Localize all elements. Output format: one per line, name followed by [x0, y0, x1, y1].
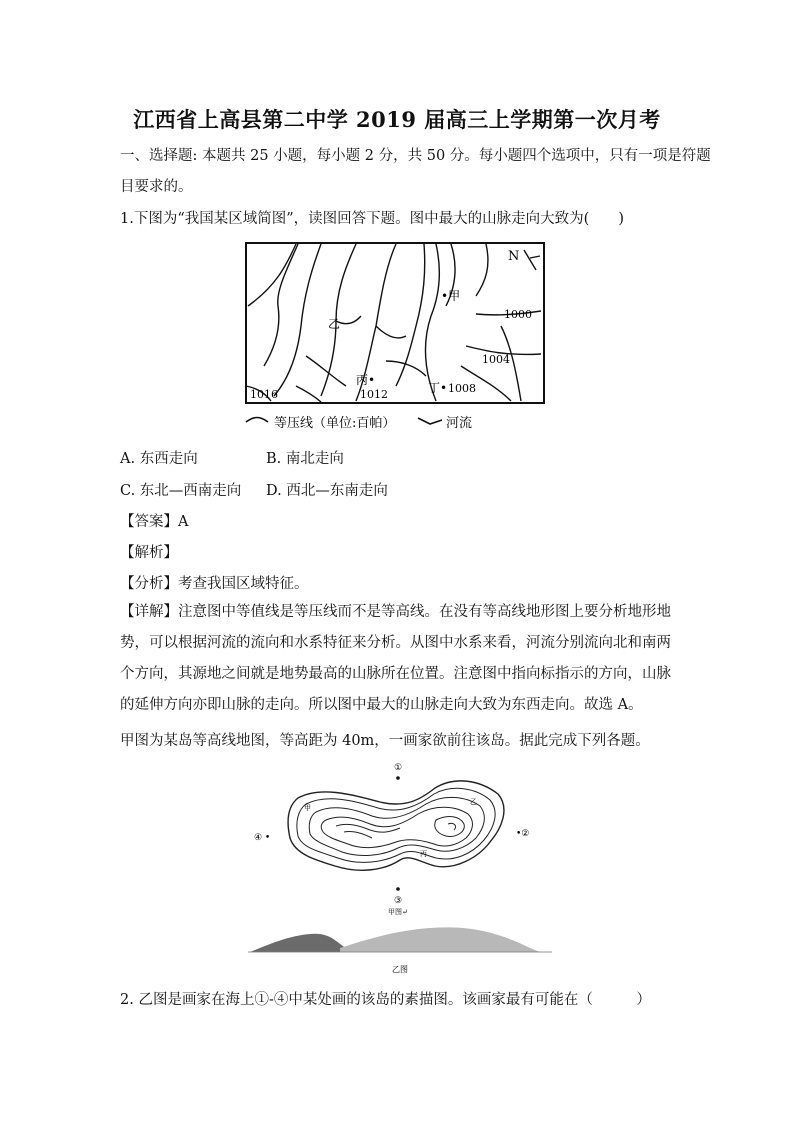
- legend-isobar-icon: [246, 418, 268, 423]
- isobar-label-1016: 1016: [250, 388, 278, 401]
- analysis-fenxi: 【分析】考查我国区域特征。: [120, 576, 309, 592]
- region-map-figure: [236, 236, 556, 436]
- caption-jia-figure: 甲图↵: [388, 908, 408, 916]
- island-label-jia: 甲: [304, 804, 311, 812]
- analysis-title: 【解析】: [120, 545, 178, 561]
- question1-stem: 1.下图为“我国某区域简图”，读图回答下题。图中最大的山脉走向大致为( ): [120, 211, 624, 227]
- island-label-bing: 丙: [420, 850, 427, 858]
- map-label-bing: 丙•: [356, 373, 376, 387]
- region-map-svg: [236, 236, 556, 436]
- legend-isobar-label: 等压线（单位:百帕）: [274, 416, 396, 431]
- map-frame: [246, 243, 544, 403]
- analysis-detail: 【详解】注意图中等值线是等压线而不是等高线。在没有等高线地形图上要分析地形地势，可以根据河流的流向和水系特征来分析。从图中水系来看，河流分别流向北和南两个方向，其源地之间就是地势最高的山脉所在位置。注意图中指向标指示的方向，山脉的延伸方向亦即山脉的走向。所以图中最大的山脉走向大致为东西走向。故选 A。: [120, 604, 671, 713]
- map-label-yi: 乙: [328, 317, 341, 331]
- island-sketch: [248, 927, 552, 952]
- isobar-label-1004: 1004: [482, 353, 510, 366]
- marker-2: •②: [516, 829, 530, 839]
- caption-yi-figure: 乙图: [392, 965, 408, 974]
- option-b: B. 南北走向: [266, 451, 344, 467]
- island-label-yi: 乙: [470, 798, 477, 806]
- map-lines: [246, 244, 541, 402]
- island-figure: [240, 758, 560, 980]
- island-contours: [288, 781, 504, 870]
- marker-4: ④ •: [254, 833, 271, 843]
- option-a: A. 东西走向: [120, 451, 198, 467]
- marker-3: ③: [394, 896, 403, 906]
- section-instruction-line1: 一、选择题: 本题共 25 小题，每小题 2 分，共 50 分。每小题四个选项中，只有一项是符题: [120, 148, 711, 164]
- isobar-label-1000: 1000: [504, 308, 532, 321]
- legend-river-label: 河流: [446, 416, 473, 431]
- north-label: N: [508, 249, 520, 264]
- answer-line: 【答案】A: [120, 514, 189, 530]
- option-d: D. 西北—东南走向: [266, 483, 388, 499]
- question2-stem: 2. 乙图是画家在海上①-④中某处画的该岛的素描图。该画家最有可能在（ ）: [120, 992, 651, 1008]
- isobar-label-1008: 1008: [448, 382, 476, 395]
- page-title: 江西省上高县第二中学 2019 届高三上学期第一次月考: [133, 107, 661, 132]
- marker-1-dot: [396, 776, 400, 780]
- legend-river-icon: [418, 418, 442, 424]
- question2-intro: 甲图为某岛等高线地图，等高距为 40m，一画家欲前往该岛。据此完成下列各题。: [120, 733, 650, 749]
- island-figure-svg: [240, 758, 560, 980]
- marker-3-dot: [396, 887, 400, 891]
- north-arrow-icon: [524, 250, 540, 270]
- marker-1: ①: [394, 763, 403, 773]
- map-label-ding: 丁•: [428, 381, 448, 395]
- map-label-jia: •甲: [441, 289, 461, 303]
- section-instruction-line2: 目要求的。: [120, 179, 193, 195]
- option-c: C. 东北—西南走向: [120, 483, 242, 499]
- isobar-label-1012: 1012: [360, 388, 388, 401]
